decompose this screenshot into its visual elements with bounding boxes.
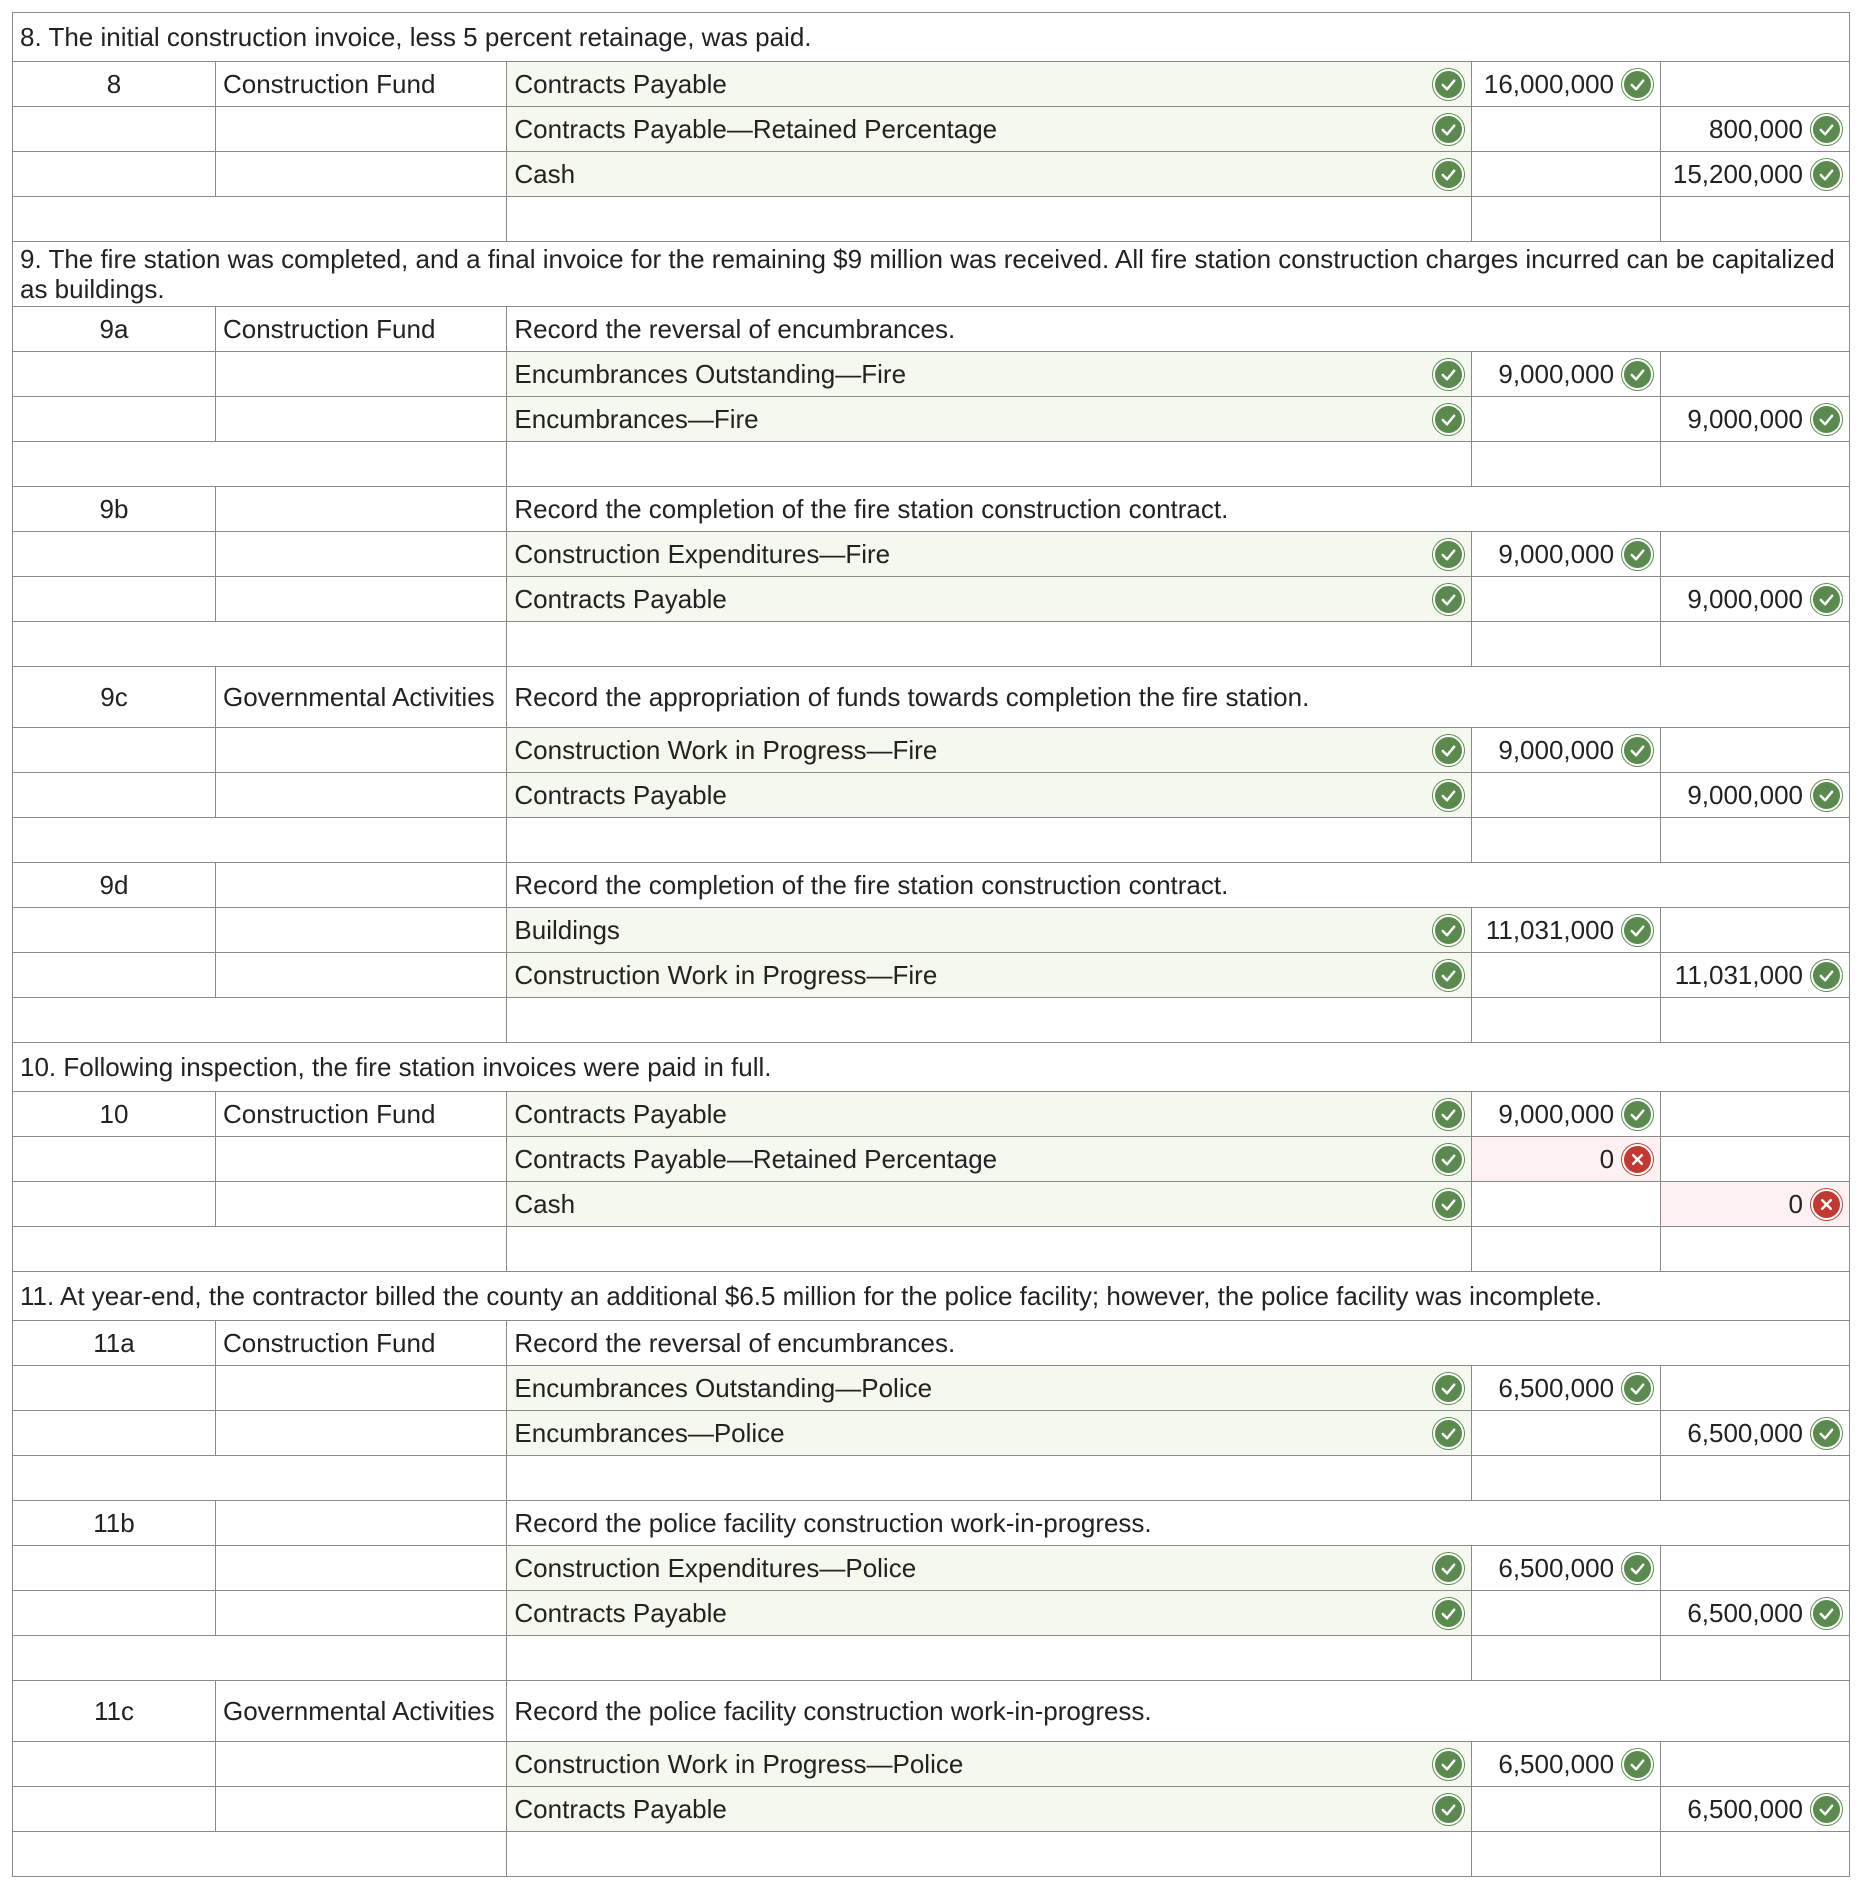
- journal-entry-row: [13, 1546, 1850, 1591]
- credit-cell[interactable]: [1661, 1092, 1850, 1137]
- fund-type[interactable]: Construction Fund: [215, 62, 506, 107]
- blank-row: [13, 622, 1850, 667]
- debit-cell[interactable]: [1472, 1092, 1661, 1137]
- entry-number: [13, 1137, 216, 1182]
- fund-type[interactable]: [215, 107, 506, 152]
- check-circle-icon: [1433, 114, 1464, 145]
- blank-row: [13, 1456, 1850, 1501]
- journal-entry-row: [13, 577, 1850, 622]
- entry-description-text: Record the police facility construction work-in-progress.: [507, 1681, 1850, 1742]
- debit-cell[interactable]: [1472, 908, 1661, 953]
- entry-description-text: Record the appropriation of funds towards completion the fire station.: [507, 667, 1850, 728]
- check-circle-icon: [1433, 404, 1464, 435]
- blank-debit-cell[interactable]: [1472, 1227, 1661, 1272]
- blank-cell: [13, 1456, 507, 1501]
- account-cell[interactable]: [507, 152, 1472, 197]
- journal-entry-row: [13, 152, 1850, 197]
- credit-cell[interactable]: [1661, 352, 1850, 397]
- check-circle-icon: [1811, 404, 1842, 435]
- journal-entries-table: [12, 12, 1850, 1877]
- blank-account-cell[interactable]: [507, 998, 1472, 1043]
- blank-cell: [13, 442, 507, 487]
- entry-number: [13, 152, 216, 197]
- check-circle-icon: [1811, 1794, 1842, 1825]
- check-circle-icon: [1433, 735, 1464, 766]
- check-circle-icon: [1433, 1144, 1464, 1175]
- check-circle-icon: [1433, 584, 1464, 615]
- debit-cell[interactable]: [1472, 352, 1661, 397]
- account-cell[interactable]: [507, 1182, 1472, 1227]
- credit-amount: 800,000: [1709, 113, 1803, 144]
- blank-account-cell[interactable]: [507, 818, 1472, 863]
- fund-type[interactable]: [215, 1501, 506, 1546]
- account-name: Construction Work in Progress—Fire: [514, 734, 938, 765]
- x-circle-icon: [1811, 1189, 1842, 1220]
- check-circle-icon: [1433, 1373, 1464, 1404]
- debit-amount: 6,500,000: [1498, 1552, 1615, 1583]
- credit-amount: 9,000,000: [1687, 779, 1803, 810]
- check-circle-icon: [1622, 359, 1653, 390]
- blank-debit-cell[interactable]: [1472, 197, 1661, 242]
- debit-cell[interactable]: [1472, 1742, 1661, 1787]
- account-name: Contracts Payable: [514, 68, 727, 99]
- debit-cell[interactable]: [1472, 107, 1661, 152]
- account-name: Contracts Payable: [514, 583, 727, 614]
- account-cell[interactable]: [507, 532, 1472, 577]
- check-circle-icon: [1622, 1373, 1653, 1404]
- credit-amount: 15,200,000: [1672, 158, 1803, 189]
- account-cell[interactable]: [507, 1742, 1472, 1787]
- credit-cell[interactable]: [1661, 1411, 1850, 1456]
- journal-entry-row: [13, 1591, 1850, 1636]
- check-circle-icon: [1433, 1553, 1464, 1584]
- account-name: Encumbrances—Police: [514, 1417, 785, 1448]
- debit-amount: 9,000,000: [1498, 734, 1615, 765]
- entry-number: [13, 773, 216, 818]
- debit-cell[interactable]: [1472, 532, 1661, 577]
- debit-cell[interactable]: [1472, 1182, 1661, 1227]
- blank-account-cell[interactable]: [507, 1832, 1472, 1877]
- check-circle-icon: [1811, 1598, 1842, 1629]
- blank-row: [13, 818, 1850, 863]
- account-cell[interactable]: [507, 577, 1472, 622]
- fund-type[interactable]: [215, 152, 506, 197]
- blank-credit-cell[interactable]: [1661, 442, 1850, 487]
- blank-account-cell[interactable]: [507, 1456, 1472, 1501]
- credit-cell[interactable]: [1661, 107, 1850, 152]
- blank-debit-cell[interactable]: [1472, 818, 1661, 863]
- credit-cell[interactable]: [1661, 577, 1850, 622]
- check-circle-icon: [1433, 780, 1464, 811]
- account-cell[interactable]: [507, 1137, 1472, 1182]
- account-name: Construction Work in Progress—Fire: [514, 959, 938, 990]
- check-circle-icon: [1811, 584, 1842, 615]
- entry-description-row: [13, 1321, 1850, 1366]
- check-circle-icon: [1622, 1099, 1653, 1130]
- entry-number: [13, 352, 216, 397]
- entry-number: [13, 953, 216, 998]
- account-name: Contracts Payable: [514, 1597, 727, 1628]
- fund-type[interactable]: [215, 728, 506, 773]
- check-circle-icon: [1433, 69, 1464, 100]
- account-cell[interactable]: [507, 908, 1472, 953]
- credit-cell[interactable]: [1661, 773, 1850, 818]
- fund-type[interactable]: [215, 1411, 506, 1456]
- fund-type[interactable]: [215, 1182, 506, 1227]
- debit-amount: 9,000,000: [1498, 538, 1615, 569]
- fund-type[interactable]: [215, 863, 506, 908]
- blank-debit-cell[interactable]: [1472, 622, 1661, 667]
- credit-amount: 0: [1788, 1188, 1803, 1219]
- blank-row: [13, 197, 1850, 242]
- fund-type[interactable]: [215, 352, 506, 397]
- fund-type[interactable]: [215, 953, 506, 998]
- blank-credit-cell[interactable]: [1661, 1636, 1850, 1681]
- entry-description-text: Record the reversal of encumbrances.: [507, 1321, 1850, 1366]
- check-circle-icon: [1811, 960, 1842, 991]
- fund-type[interactable]: Construction Fund: [215, 1092, 506, 1137]
- journal-entry-row: [13, 908, 1850, 953]
- entry-number: [13, 1411, 216, 1456]
- entry-description-text: Record the completion of the fire station construction contract.: [507, 863, 1850, 908]
- entry-number: [13, 1787, 216, 1832]
- debit-cell[interactable]: [1472, 953, 1661, 998]
- entry-number: [13, 397, 216, 442]
- blank-debit-cell[interactable]: [1472, 1456, 1661, 1501]
- entry-number: [13, 1366, 216, 1411]
- account-name: Cash: [514, 158, 576, 189]
- blank-cell: [13, 197, 507, 242]
- entry-description-row: [13, 1681, 1850, 1742]
- entry-number: 9c: [13, 667, 216, 728]
- check-circle-icon: [1433, 159, 1464, 190]
- fund-type[interactable]: [215, 1787, 506, 1832]
- debit-cell[interactable]: [1472, 1411, 1661, 1456]
- check-circle-icon: [1433, 1749, 1464, 1780]
- check-circle-icon: [1811, 114, 1842, 145]
- transaction-header-row: [13, 1043, 1850, 1092]
- account-name: Encumbrances Outstanding—Police: [514, 1372, 933, 1403]
- entry-number: [13, 728, 216, 773]
- check-circle-icon: [1433, 960, 1464, 991]
- account-name: Encumbrances—Fire: [514, 403, 759, 434]
- blank-debit-cell[interactable]: [1472, 1636, 1661, 1681]
- entry-description-row: [13, 1501, 1850, 1546]
- check-circle-icon: [1433, 359, 1464, 390]
- account-cell[interactable]: [507, 1092, 1472, 1137]
- credit-cell[interactable]: [1661, 1787, 1850, 1832]
- debit-amount: 0: [1599, 1143, 1615, 1174]
- fund-type[interactable]: Governmental Activities: [215, 1681, 506, 1742]
- journal-entry-row: [13, 397, 1850, 442]
- x-circle-icon: [1622, 1144, 1653, 1175]
- account-cell[interactable]: [507, 1366, 1472, 1411]
- check-circle-icon: [1622, 69, 1653, 100]
- blank-cell: [13, 1832, 507, 1877]
- fund-type[interactable]: Governmental Activities: [215, 667, 506, 728]
- blank-cell: [13, 1227, 507, 1272]
- entry-number: [13, 1546, 216, 1591]
- blank-credit-cell[interactable]: [1661, 998, 1850, 1043]
- debit-cell[interactable]: [1472, 773, 1661, 818]
- entry-number: [13, 577, 216, 622]
- fund-type[interactable]: [215, 1546, 506, 1591]
- account-cell[interactable]: [507, 953, 1472, 998]
- credit-cell[interactable]: [1661, 1182, 1850, 1227]
- blank-account-cell[interactable]: [507, 1227, 1472, 1272]
- credit-cell[interactable]: [1661, 1546, 1850, 1591]
- entry-description-row: [13, 667, 1850, 728]
- debit-cell[interactable]: [1472, 62, 1661, 107]
- credit-cell[interactable]: [1661, 152, 1850, 197]
- entry-number: 8: [13, 62, 216, 107]
- credit-cell[interactable]: [1661, 62, 1850, 107]
- credit-amount: 9,000,000: [1687, 403, 1803, 434]
- credit-cell[interactable]: [1661, 953, 1850, 998]
- check-circle-icon: [1433, 1189, 1464, 1220]
- credit-cell[interactable]: [1661, 908, 1850, 953]
- check-circle-icon: [1433, 1794, 1464, 1825]
- blank-cell: [13, 998, 507, 1043]
- check-circle-icon: [1433, 1099, 1464, 1130]
- transaction-header-row: [13, 1272, 1850, 1321]
- debit-cell[interactable]: [1472, 1137, 1661, 1182]
- check-circle-icon: [1433, 1598, 1464, 1629]
- debit-cell[interactable]: [1472, 728, 1661, 773]
- journal-entry-row: [13, 773, 1850, 818]
- check-circle-icon: [1433, 539, 1464, 570]
- debit-amount: 16,000,000: [1483, 68, 1615, 99]
- check-circle-icon: [1433, 915, 1464, 946]
- blank-row: [13, 1227, 1850, 1272]
- entry-description-row: [13, 307, 1850, 352]
- blank-credit-cell[interactable]: [1661, 1456, 1850, 1501]
- journal-entry-row: [13, 62, 1850, 107]
- account-cell[interactable]: [507, 397, 1472, 442]
- transaction-header-row: [13, 13, 1850, 62]
- entry-description-text: Record the completion of the fire station construction contract.: [507, 487, 1850, 532]
- account-name: Buildings: [514, 914, 620, 945]
- blank-row: [13, 1832, 1850, 1877]
- fund-type[interactable]: Construction Fund: [215, 1321, 506, 1366]
- account-cell[interactable]: [507, 352, 1472, 397]
- fund-type[interactable]: [215, 487, 506, 532]
- blank-row: [13, 998, 1850, 1043]
- fund-type[interactable]: [215, 397, 506, 442]
- entry-number: [13, 1591, 216, 1636]
- journal-entry-row: [13, 953, 1850, 998]
- debit-amount: 6,500,000: [1498, 1748, 1615, 1779]
- debit-amount: 9,000,000: [1498, 358, 1615, 389]
- blank-account-cell[interactable]: [507, 197, 1472, 242]
- transaction-description: 9. The fire station was completed, and a final invoice for the remaining $9 million was received. All fire station construction charges incurred can be capitalized as buildings.: [13, 242, 1850, 307]
- entry-number: [13, 1742, 216, 1787]
- credit-amount: 6,500,000: [1687, 1417, 1803, 1448]
- entry-number: 9d: [13, 863, 216, 908]
- account-name: Contracts Payable: [514, 1098, 727, 1129]
- entry-description-row: [13, 487, 1850, 532]
- check-circle-icon: [1811, 1418, 1842, 1449]
- account-name: Construction Expenditures—Fire: [514, 538, 891, 569]
- entry-description-row: [13, 863, 1850, 908]
- blank-account-cell[interactable]: [507, 1636, 1472, 1681]
- journal-entry-row: [13, 107, 1850, 152]
- entry-number: 9a: [13, 307, 216, 352]
- blank-cell: [13, 818, 507, 863]
- debit-cell[interactable]: [1472, 577, 1661, 622]
- account-name: Contracts Payable—Retained Percentage: [514, 113, 998, 144]
- entry-number: 11b: [13, 1501, 216, 1546]
- entry-number: [13, 107, 216, 152]
- check-circle-icon: [1622, 1553, 1653, 1584]
- debit-cell[interactable]: [1472, 152, 1661, 197]
- check-circle-icon: [1622, 1749, 1653, 1780]
- debit-amount: 9,000,000: [1498, 1098, 1615, 1129]
- fund-type[interactable]: [215, 1742, 506, 1787]
- blank-credit-cell[interactable]: [1661, 1227, 1850, 1272]
- entry-number: [13, 908, 216, 953]
- fund-type[interactable]: [215, 908, 506, 953]
- account-cell[interactable]: [507, 773, 1472, 818]
- credit-cell[interactable]: [1661, 1591, 1850, 1636]
- account-name: Contracts Payable—Retained Percentage: [514, 1143, 998, 1174]
- credit-amount: 6,500,000: [1687, 1597, 1803, 1628]
- blank-credit-cell[interactable]: [1661, 622, 1850, 667]
- transaction-header-row: [13, 242, 1850, 307]
- account-cell[interactable]: [507, 1546, 1472, 1591]
- entry-number: 9b: [13, 487, 216, 532]
- account-cell[interactable]: [507, 1591, 1472, 1636]
- blank-row: [13, 1636, 1850, 1681]
- account-name: Construction Expenditures—Police: [514, 1552, 917, 1583]
- check-circle-icon: [1622, 915, 1653, 946]
- blank-cell: [13, 622, 507, 667]
- check-circle-icon: [1811, 159, 1842, 190]
- account-name: Contracts Payable: [514, 1793, 727, 1824]
- blank-debit-cell[interactable]: [1472, 442, 1661, 487]
- entry-description-text: Record the reversal of encumbrances.: [507, 307, 1850, 352]
- entry-number: 10: [13, 1092, 216, 1137]
- debit-amount: 6,500,000: [1498, 1372, 1615, 1403]
- journal-entry-row: [13, 1182, 1850, 1227]
- blank-credit-cell[interactable]: [1661, 818, 1850, 863]
- blank-cell: [13, 1636, 507, 1681]
- blank-account-cell[interactable]: [507, 442, 1472, 487]
- entry-number: [13, 1182, 216, 1227]
- account-cell[interactable]: [507, 107, 1472, 152]
- transaction-description: 10. Following inspection, the fire station invoices were paid in full.: [13, 1043, 1850, 1092]
- credit-cell[interactable]: [1661, 728, 1850, 773]
- entry-number: [13, 532, 216, 577]
- blank-credit-cell[interactable]: [1661, 197, 1850, 242]
- check-circle-icon: [1811, 780, 1842, 811]
- check-circle-icon: [1622, 539, 1653, 570]
- fund-type[interactable]: [215, 1591, 506, 1636]
- journal-entry-row: [13, 728, 1850, 773]
- credit-cell[interactable]: [1661, 397, 1850, 442]
- credit-amount: 11,031,000: [1674, 959, 1803, 990]
- blank-debit-cell[interactable]: [1472, 998, 1661, 1043]
- account-name: Cash: [514, 1188, 576, 1219]
- entry-number: 11c: [13, 1681, 216, 1742]
- debit-cell[interactable]: [1472, 1787, 1661, 1832]
- journal-entry-row: [13, 1742, 1850, 1787]
- journal-entry-row: [13, 1366, 1850, 1411]
- fund-type[interactable]: Construction Fund: [215, 307, 506, 352]
- blank-account-cell[interactable]: [507, 622, 1472, 667]
- account-cell[interactable]: [507, 728, 1472, 773]
- journal-entry-row: [13, 352, 1850, 397]
- blank-credit-cell[interactable]: [1661, 1832, 1850, 1877]
- account-cell[interactable]: [507, 62, 1472, 107]
- journal-entry-row: [13, 1137, 1850, 1182]
- account-cell[interactable]: [507, 1411, 1472, 1456]
- fund-type[interactable]: [215, 1366, 506, 1411]
- journal-entries-body: [13, 13, 1850, 1877]
- credit-amount: 6,500,000: [1687, 1793, 1803, 1824]
- journal-entry-row: [13, 532, 1850, 577]
- check-circle-icon: [1622, 735, 1653, 766]
- journal-entry-row: [13, 1787, 1850, 1832]
- check-circle-icon: [1433, 1418, 1464, 1449]
- journal-entry-row: [13, 1411, 1850, 1456]
- account-name: Contracts Payable: [514, 779, 727, 810]
- debit-cell[interactable]: [1472, 1591, 1661, 1636]
- credit-cell[interactable]: [1661, 1137, 1850, 1182]
- account-name: Encumbrances Outstanding—Fire: [514, 358, 907, 389]
- credit-cell[interactable]: [1661, 532, 1850, 577]
- fund-type[interactable]: [215, 1137, 506, 1182]
- debit-cell[interactable]: [1472, 1366, 1661, 1411]
- fund-type[interactable]: [215, 773, 506, 818]
- transaction-description: 8. The initial construction invoice, less 5 percent retainage, was paid.: [13, 13, 1850, 62]
- debit-cell[interactable]: [1472, 1546, 1661, 1591]
- debit-amount: 11,031,000: [1485, 914, 1615, 945]
- credit-cell[interactable]: [1661, 1742, 1850, 1787]
- fund-type[interactable]: [215, 577, 506, 622]
- blank-debit-cell[interactable]: [1472, 1832, 1661, 1877]
- blank-row: [13, 442, 1850, 487]
- debit-cell[interactable]: [1472, 397, 1661, 442]
- account-name: Construction Work in Progress—Police: [514, 1748, 964, 1779]
- entry-number: 11a: [13, 1321, 216, 1366]
- journal-entry-row: [13, 1092, 1850, 1137]
- credit-cell[interactable]: [1661, 1366, 1850, 1411]
- account-cell[interactable]: [507, 1787, 1472, 1832]
- credit-amount: 9,000,000: [1687, 583, 1803, 614]
- transaction-description: 11. At year-end, the contractor billed the county an additional $6.5 million for the police facility; however, the police facility was incomplete.: [13, 1272, 1850, 1321]
- fund-type[interactable]: [215, 532, 506, 577]
- entry-description-text: Record the police facility construction work-in-progress.: [507, 1501, 1850, 1546]
